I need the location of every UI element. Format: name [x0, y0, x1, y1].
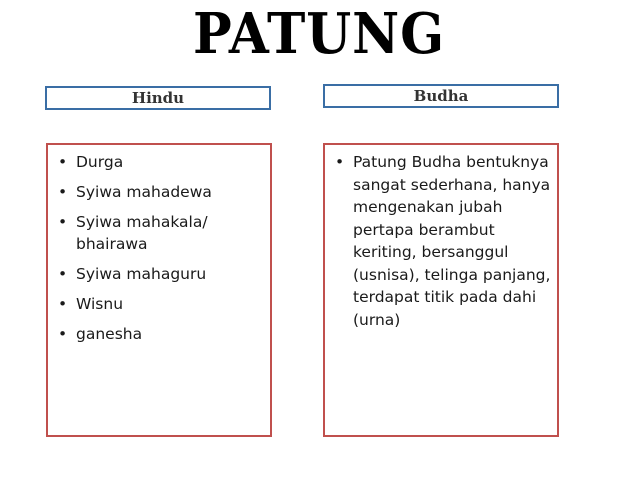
list-item: • Syiwa mahadewa — [52, 181, 266, 203]
budha-content-box — [323, 143, 559, 437]
list-item: • Wisnu — [52, 293, 266, 315]
page-title: PATUNG — [192, 1, 446, 67]
list-item: • Durga — [52, 151, 266, 173]
list-item: • Syiwa mahakala/ bhairawa — [52, 211, 216, 255]
budha-header: Budha — [323, 84, 559, 108]
budha-list — [329, 151, 555, 331]
list-item: • Syiwa mahaguru — [52, 263, 266, 285]
hindu-list — [52, 151, 266, 353]
list-item: • ganesha — [52, 323, 266, 345]
hindu-content-box — [46, 143, 272, 437]
hindu-header: Hindu — [45, 86, 271, 110]
list-item: • Patung Budha bentuknya sangat sederhana, hanya mengenakan jubah pertapa berambut keriting, bersanggul (usnisa), telinga panjang, terdapat titik pada dahi (urna) — [329, 151, 555, 331]
